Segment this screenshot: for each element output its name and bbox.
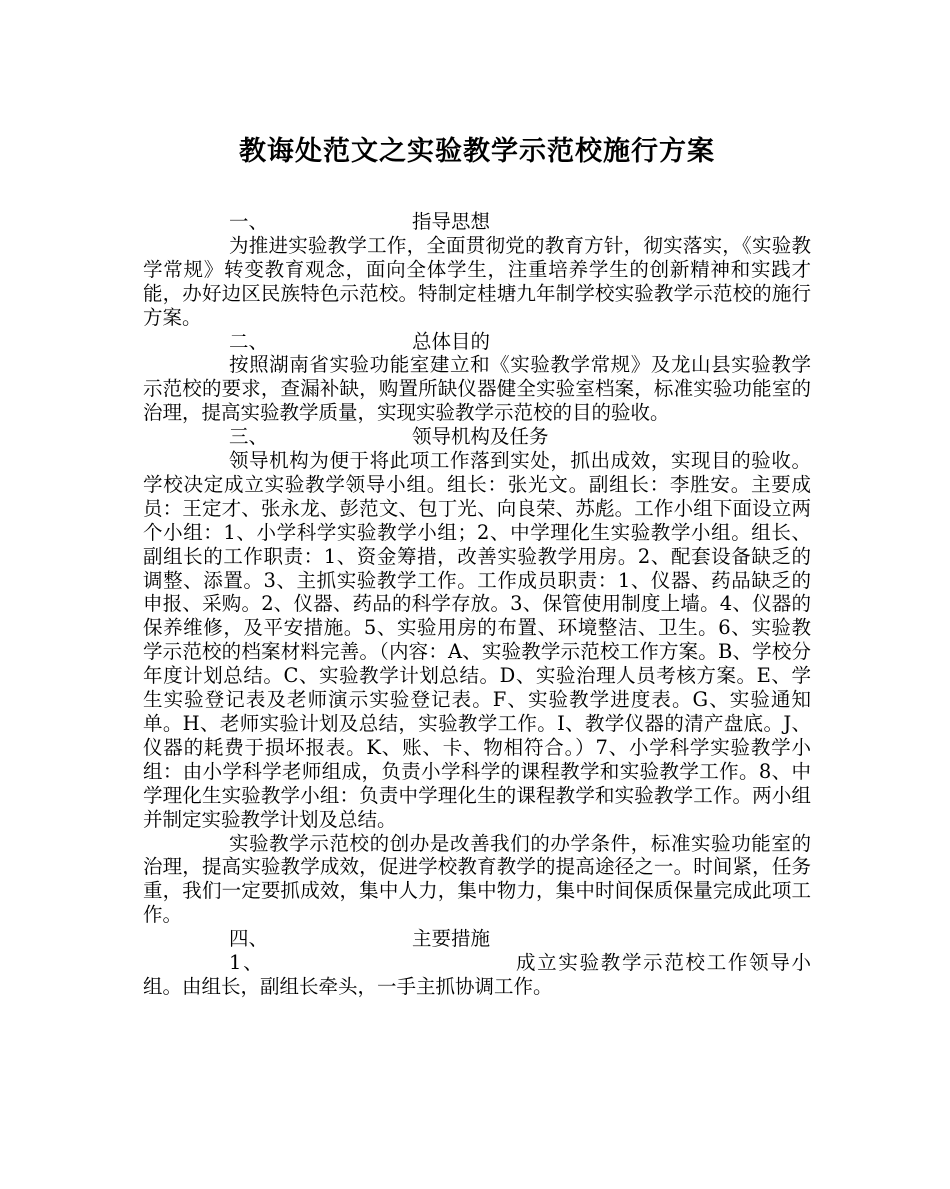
section-3-paragraph-2: 实验教学示范校的创办是改善我们的办学条件，标准实验功能室的治理，提高实验教学成效，促进学校教育教学的提高途径之一。时间紧，任务重，我们一定要抓成效，集中人力，集中物力，集中时间保质保量完成此项工作。 (143, 831, 811, 927)
section-1-paragraph-1: 为推进实验教学工作，全面贯彻党的教育方针，彻实落实，《实验教学常规》转变教育观念，面向全体学生，注重培养学生的创新精神和实践才能，办好边区民族特色示范校。特制定桂塘九年制学校实验教学示范校的施行方案。 (143, 233, 811, 329)
section-heading-1 (143, 210, 811, 234)
item-text: 成立实验教学示范校工作领导小组。由组长，副组长牵头，一手主抓协调工作。 (143, 951, 811, 998)
section-title: 主要措施 (412, 927, 491, 951)
section-number: 二、 (229, 329, 269, 353)
section-2-paragraph-1: 按照湖南省实验功能室建立和《实验教学常规》及龙山县实验教学示范校的要求，查漏补缺，购置所缺仪器健全实验室档案，标准实验功能室的治理，提高实验教学质量，实现实验教学示范校的目的验收。 (143, 353, 811, 425)
section-number: 一、 (229, 210, 269, 233)
section-title: 总体目的 (412, 329, 491, 353)
section-heading-2 (143, 330, 811, 354)
section-title: 领导机构及任务 (412, 425, 549, 449)
document-body (143, 210, 811, 999)
section-number: 三、 (229, 425, 269, 449)
item-number: 1、 (229, 951, 265, 975)
section-3-paragraph-1: 领导机构为便于将此项工作落到实处，抓出成效，实现目的验收。学校决定成立实验教学领导小组。组长：张光文。副组长：李胜安。主要成员：王定才、张永龙、彭范文、包丁光、向良荣、苏彪。工作小组下面设立两个小组：1、小学科学实验教学小组；2、中学理化生实验教学小组。组长、副组长的工作职责：1、资金筹措，改善实验教学用房。2、配套设备缺乏的调整、添置。3、主抓实验教学工作。工作成员职责：1、仪器、药品缺乏的申报、采购。2、仪器、药品的科学存放。3、保管使用制度上墙。4、仪器的保养维修，及平安措施。5、实验用房的布置、环境整洁、卫生。6、实验教学示范校的档案材料完善。（内容：A、实验教学示范校工作方案。B、学校分年度计划总结。C、实验教学计划总结。D、实验治理人员考核方案。E、学生实验登记表及老师演示实验登记表。F、实验教学进度表。G、实验通知单。H、老师实验计划及总结，实验教学工作。I、教学仪器的清产盘底。J、仪器的耗费于损坏报表。K、账、卡、物相符合。）7、小学科学实验教学小组：由小学科学老师组成，负责小学科学的课程教学和实验教学工作。8、中学理化生实验教学小组：负责中学理化生的课程教学和实验教学工作。两小组并制定实验教学计划及总结。 (143, 449, 811, 831)
section-number: 四、 (229, 927, 269, 951)
section-heading-4 (143, 927, 811, 951)
section-heading-3 (143, 425, 811, 449)
section-title: 指导思想 (412, 210, 491, 233)
document-title: 教诲处范文之实验教学示范校施行方案 (239, 136, 715, 167)
section-4-item-1 (143, 951, 811, 999)
